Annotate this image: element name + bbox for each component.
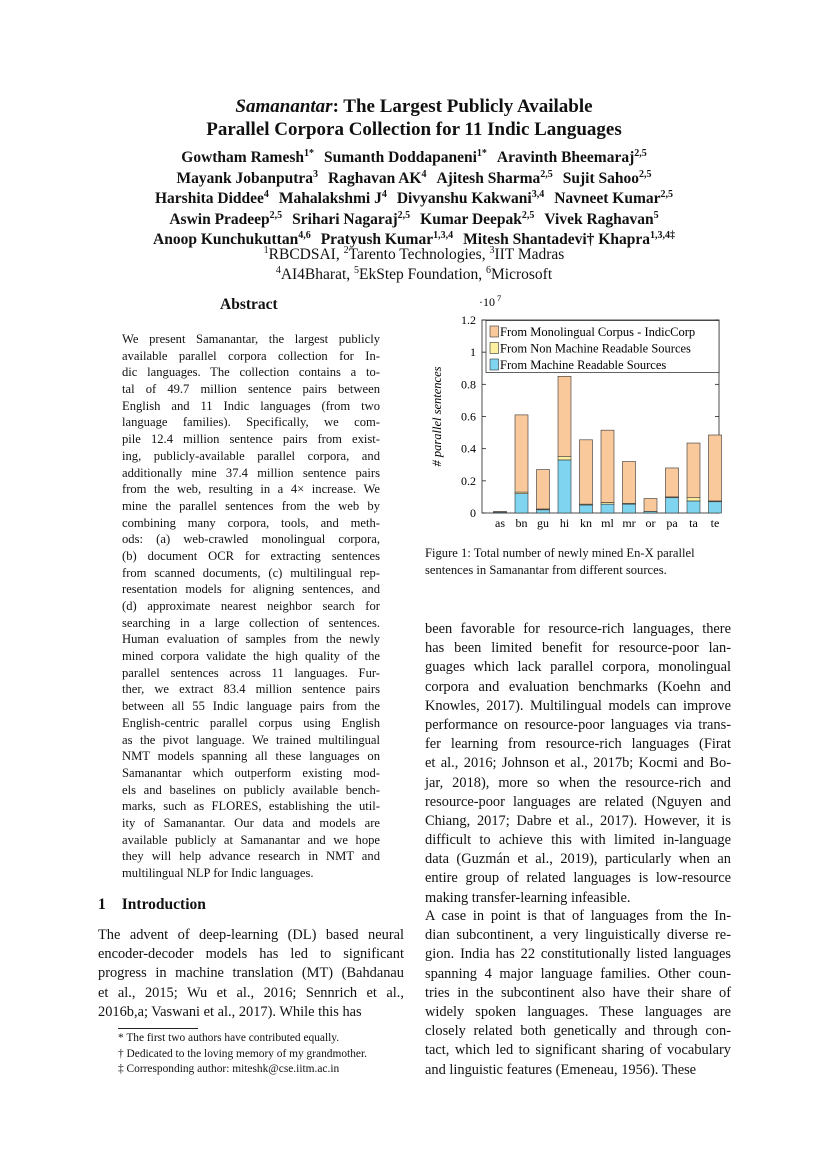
author-name — [554, 190, 673, 207]
abstract-line: mine the parallel sentences from the web by — [122, 498, 380, 513]
author-superscript: 4,6 — [298, 229, 311, 241]
abstract-line: marks, such as FLORES, establishing the util- — [122, 799, 380, 814]
abstract-line: (b) document OCR for extracting sentences — [122, 548, 380, 563]
abstract-line: English and 11 Indic languages (from two — [122, 398, 380, 413]
affiliation-superscript: 1 — [263, 244, 269, 256]
author-superscript: 2,5 — [269, 209, 283, 221]
affiliation-text: RBCDSAI, — [268, 246, 344, 263]
author-text: Anoop Kunchukuttan — [153, 231, 299, 248]
abstract-line: parallel sentences across 11 languages. Fur- — [122, 665, 380, 680]
bar-segment-ta-0 — [687, 443, 700, 498]
author-name — [169, 211, 282, 228]
author-superscript: 2,5 — [634, 147, 647, 159]
abstract-line: NMT models spanning all these languages on — [122, 749, 380, 764]
y-tick-label: 0.8 — [461, 377, 476, 392]
caption-line: Figure 1: Total number of newly mined En-X parallel — [425, 546, 695, 560]
abstract-line: els and baselines on publicly available bench- — [122, 782, 380, 797]
caption-line: sentences in Samanantar from different sources. — [425, 562, 667, 577]
text-line: progress in machine translation (MT) (Bahdanau — [98, 965, 404, 982]
bar-segment-kn-2 — [580, 505, 593, 513]
abstract-line: from scanned documents, (c) multilingual rep- — [122, 565, 380, 580]
author-superscript: 4 — [421, 168, 427, 180]
text-line: gion. India has 22 constitutionally listed languages — [425, 946, 731, 963]
abstract-heading: Abstract — [220, 296, 278, 313]
author-superscript: 4 — [381, 188, 387, 200]
figure-1-chart — [425, 292, 735, 537]
author-superscript: 1,3,4‡ — [649, 229, 675, 241]
x-tick-label: pa — [666, 516, 678, 530]
author-text: Raghavan AK — [328, 169, 422, 187]
text-line: making transfer-learning infeasible. — [425, 889, 631, 906]
intro-paragraph-left — [98, 926, 404, 1022]
x-tick-label: as — [495, 516, 505, 530]
legend-swatch — [490, 359, 499, 370]
legend-label: From Non Machine Readable Sources — [500, 341, 691, 356]
bar-segment-te-2 — [709, 502, 722, 513]
text-line: been favorable for resource-rich languages, there — [425, 621, 731, 637]
bar-segment-mr-0 — [623, 462, 636, 504]
author-superscript: 2,5 — [540, 168, 553, 180]
title-line2: Parallel Corpora Collection for 11 Indic Languages — [206, 119, 622, 140]
x-tick-label: hi — [559, 516, 570, 530]
author-text: Navneet Kumar — [554, 190, 661, 207]
affiliation-text: EkStep Foundation, — [359, 265, 487, 283]
author-name — [497, 149, 647, 166]
text-line: difficult to achieve this with limited in-language — [425, 832, 731, 849]
author-name — [397, 190, 544, 207]
author-superscript: 2,5 — [639, 168, 652, 180]
footnotes — [118, 1031, 367, 1078]
abstract-line: they will help advance research in NMT and — [122, 849, 380, 864]
abstract-line: Human evaluation of samples from the newly — [122, 632, 380, 647]
footnote-rule — [118, 1028, 198, 1029]
legend-label: From Machine Readable Sources — [500, 358, 667, 372]
author-superscript: 5 — [653, 209, 659, 221]
affiliation-superscript: 2 — [343, 244, 349, 256]
author-name — [436, 170, 552, 187]
abstract-line: (d) approximate nearest neighbor search for — [122, 599, 380, 613]
text-line: encoder-decoder models has led to significant — [98, 946, 404, 963]
abstract-line: mined corpora validate the high quality of the — [122, 649, 380, 664]
bar-segment-bn-0 — [515, 415, 528, 492]
author-text: Gowtham Ramesh — [181, 149, 304, 166]
author-superscript: 3,4 — [531, 188, 545, 200]
abstract-line: language families). Specifically, we com- — [122, 415, 380, 430]
title-line1: : The Largest Publicly Available — [332, 96, 593, 117]
bar-segment-ta-2 — [687, 501, 700, 513]
text-line: dian subcontinent, a very linguistically diverse re- — [425, 927, 731, 944]
text-line: guages which lack parallel corpora, monolingual — [425, 659, 731, 676]
text-line: Knowles, 2017). Multilingual models can improve — [425, 697, 731, 714]
author-row — [0, 210, 828, 231]
author-row — [0, 148, 828, 169]
abstract-line: as the pivot language. We trained multilingual — [122, 732, 380, 747]
author-text: Mitesh Shantadevi† Khapra — [463, 231, 650, 248]
author-text: Mahalakshmi J — [278, 190, 382, 207]
author-superscript: 1* — [303, 147, 314, 159]
x-tick-label: or — [645, 516, 656, 530]
affiliation-text: Tarento Technologies, — [348, 246, 490, 263]
y-tick-label: 0.4 — [461, 441, 476, 456]
abstract-line: tal of 49.7 million sentence pairs between — [122, 382, 380, 397]
author-name — [181, 149, 314, 166]
bar-segment-ml-2 — [601, 504, 614, 513]
affiliation-list — [0, 245, 828, 284]
author-name — [279, 190, 387, 207]
author-text: Kumar Deepak — [420, 210, 522, 228]
author-superscript: 2,5 — [521, 209, 535, 221]
x-tick-label: mr — [622, 516, 636, 530]
section-title: Introduction — [121, 896, 206, 913]
abstract-line: resentation models for aligning sentences, and — [122, 582, 380, 597]
text-line: tries in the subcontinent also have their share of — [425, 984, 731, 1001]
bar-segment-hi-2 — [558, 460, 571, 513]
text-line: widely spoken languages. These languages are — [425, 1003, 731, 1020]
abstract-line: multilingual NLP for Indic languages. — [122, 866, 314, 880]
author-superscript: 3 — [313, 168, 319, 180]
bar-segment-te-0 — [709, 435, 722, 501]
abstract-line: combining many corpora, tools, and meth- — [122, 515, 380, 530]
author-list — [0, 148, 828, 251]
abstract-line: available parallel corpora collection for In- — [122, 348, 380, 363]
affiliation-row — [0, 265, 828, 285]
bar-segment-bn-2 — [515, 494, 528, 513]
y-axis-label: # parallel sentences — [430, 366, 444, 467]
legend-swatch — [490, 326, 499, 337]
abstract-line: from the web, resulting in a 4× increase. We — [122, 482, 380, 497]
text-line: Chiang, 2017; Dabre et al., 2017). However, it is — [425, 812, 731, 829]
y-tick-label: 1.2 — [461, 313, 476, 327]
legend-swatch — [490, 343, 499, 354]
author-superscript: 2,5 — [397, 209, 411, 221]
text-line: and linguistic features (Emeneau, 1956). These — [425, 1061, 697, 1078]
bar-segment-as-0 — [494, 511, 507, 512]
x-tick-label: ml — [601, 516, 614, 530]
affiliation-superscript: 5 — [354, 264, 359, 276]
abstract-line: ity of Samanantar. Our data and models are — [122, 815, 380, 830]
author-row — [0, 169, 828, 190]
footnote: ‡ Corresponding author: miteshk@cse.iitm.ac.in — [118, 1063, 340, 1076]
author-text: Pratyush Kumar — [320, 231, 434, 248]
affiliation-text: AI4Bharat, — [280, 265, 354, 283]
abstract-line: between all 55 Indic language pairs from the — [122, 699, 380, 714]
paper-title — [0, 95, 828, 141]
x-tick-label: bn — [515, 516, 528, 530]
affiliation-row — [0, 245, 828, 265]
text-line: spanning 4 major language families. Other coun- — [425, 965, 731, 982]
footnote: * The first two authors have contributed equally. — [118, 1032, 340, 1044]
text-line: et al., 2015; Wu et al., 2016; Sennrich et al., — [98, 984, 404, 1001]
y-tick-label: 0.6 — [461, 409, 476, 424]
text-line: jar, 2018), more so when the resource-rich and — [425, 774, 731, 791]
author-text: Aravinth Bheemaraj — [496, 149, 635, 166]
author-text: Srihari Nagaraj — [292, 210, 398, 228]
author-name — [176, 170, 318, 187]
y-tick-label: 1 — [470, 345, 476, 360]
abstract-line: ther, we extract 83.4 million sentence pairs — [122, 682, 380, 697]
author-name — [292, 211, 410, 228]
author-text: Vivek Raghavan — [544, 210, 654, 228]
intro-paragraph-right-1 — [425, 620, 731, 908]
bar-segment-mr-2 — [623, 504, 636, 513]
footnote: † Dedicated to the loving memory of my grandmother. — [118, 1047, 367, 1060]
text-line: The advent of deep-learning (DL) based neural — [98, 927, 404, 943]
text-line: 2016b,a; Vaswani et al., 2017). While this has — [98, 1003, 362, 1020]
legend-label: From Monolingual Corpus - IndicCorp — [500, 325, 696, 339]
bar-segment-hi-0 — [558, 376, 571, 456]
bar-segment-or-0 — [644, 499, 657, 512]
section-heading — [98, 896, 206, 914]
y-multiplier: ·10 — [479, 295, 495, 309]
y-tick-label: 0.2 — [461, 473, 476, 488]
text-line: performance on resource-poor languages via trans- — [425, 716, 731, 733]
author-text: Sumanth Doddapaneni — [323, 149, 477, 166]
text-line: et al., 2016; Johnson et al., 2017b; Kocmi and Bo- — [425, 755, 731, 772]
text-line: has been limited benefit for resource-poor lan- — [425, 640, 731, 657]
bar-segment-gu-0 — [537, 470, 550, 509]
text-line: closely related both genetically and through con- — [425, 1023, 731, 1040]
author-superscript: 2,5 — [660, 188, 674, 200]
section-number: 1 — [98, 896, 106, 913]
text-line: data (Guzmán et al., 2019), particularly when an — [425, 851, 731, 868]
abstract-line: English-centric parallel corpus using English — [122, 715, 380, 730]
author-name — [324, 149, 487, 166]
x-tick-label: kn — [580, 516, 592, 530]
author-text: Harshita Diddee — [154, 190, 264, 207]
affiliation-superscript: 6 — [486, 264, 492, 276]
x-tick-label: gu — [537, 516, 549, 530]
abstract-line: additionally mine 37.4 million sentence pairs — [122, 465, 380, 480]
author-name — [420, 211, 534, 228]
bar-segment-pa-0 — [666, 468, 679, 497]
author-name — [155, 190, 269, 207]
abstract-line: dic languages. The collection contains a to- — [122, 365, 380, 380]
intro-paragraph-right-2 — [425, 907, 731, 1080]
abstract-line: Samanantar which outperform existing mod- — [122, 765, 380, 780]
affiliation-superscript: 3 — [489, 244, 495, 256]
author-text: Divyanshu Kakwani — [396, 190, 532, 207]
abstract-line: We present Samanantar, the largest publicly — [122, 332, 380, 346]
author-name — [544, 211, 658, 228]
text-line: corpora and evaluation benchmarks (Koehn and — [425, 678, 731, 695]
bar-segment-gu-2 — [537, 510, 550, 513]
author-superscript: 4 — [263, 188, 269, 200]
author-text: Sujit Sahoo — [562, 169, 639, 187]
bar-segment-hi-1 — [558, 457, 571, 460]
abstract-line: pile 12.4 million sentence pairs from exist- — [122, 432, 380, 447]
abstract-line: ods: (a) web-crawled monolingual corpora, — [122, 532, 380, 547]
text-line: fer learning from resource-rich languages (Firat — [425, 736, 731, 753]
author-name — [328, 170, 426, 187]
author-superscript: 1* — [476, 147, 487, 159]
text-line: resource-poor languages are related (Nguyen and — [425, 793, 731, 810]
abstract-line: available publicly at Samanantar and we hope — [122, 832, 380, 847]
text-line: A case in point is that of languages from the In- — [425, 908, 731, 924]
author-text: Aswin Pradeep — [169, 210, 270, 228]
x-tick-label: ta — [689, 516, 698, 530]
affiliation-text: IIT Madras — [494, 246, 565, 263]
author-superscript: 1,3,4 — [433, 229, 454, 241]
affiliation-superscript: 4 — [275, 264, 281, 276]
x-tick-label: te — [710, 516, 720, 530]
y-tick-label: 0 — [470, 506, 476, 520]
abstract-line: searching in a large collection of sentences. — [122, 615, 380, 630]
bar-segment-pa-2 — [666, 498, 679, 513]
bar-segment-ml-0 — [601, 430, 614, 502]
affiliation-text: Microsoft — [491, 265, 553, 283]
text-line: tact, which led to significant sharing of vocabulary — [425, 1042, 731, 1059]
abstract-line: ing, publicly-available parallel corpora, and — [122, 448, 380, 463]
text-line: entire group of related languages is low-resource — [425, 870, 731, 887]
abstract-body — [122, 331, 380, 882]
author-name — [563, 170, 652, 187]
figure-caption — [425, 545, 731, 578]
chart-legend — [486, 321, 719, 373]
bar-segment-kn-0 — [580, 440, 593, 504]
bar-segment-ta-1 — [687, 498, 700, 501]
author-text: Ajitesh Sharma — [436, 169, 541, 187]
author-row — [0, 189, 828, 210]
title-emphasis: Samanantar — [235, 96, 333, 117]
y-multiplier-exponent: 7 — [497, 293, 502, 303]
author-text: Mayank Jobanputra — [176, 169, 314, 187]
